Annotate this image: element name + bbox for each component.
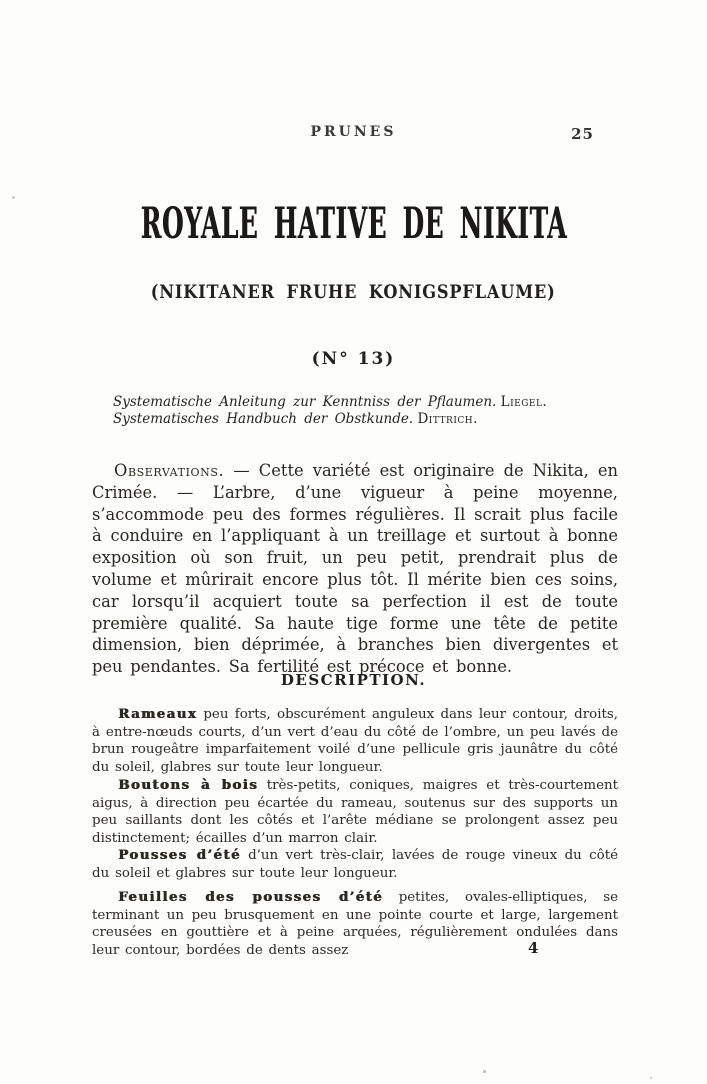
paragraph-text: peu forts, obscurément anguleux dans leur contour, droits, à entre-nœuds courts, d’un vert d’eau du côté de l’ombre, un peu lavés de brun rougeâtre imparfaitement voilé d’une pellicule gris jaunâtre du côté du soleil, glabres sur toute leur longueur.	[92, 707, 618, 775]
observations-paragraph	[92, 460, 618, 678]
reference-work-title: Systematisches Handbuch der Obstkunde.	[113, 411, 414, 427]
number-row	[0, 349, 707, 369]
observations-label: Observations.	[114, 461, 225, 480]
scan-speck	[12, 196, 15, 199]
paragraph-rameaux	[92, 706, 618, 776]
variety-number: (N° 13)	[311, 349, 396, 369]
reference-author: Liegel.	[500, 394, 548, 410]
reference-line	[113, 411, 618, 428]
reference-author: Dittrich.	[417, 411, 478, 427]
running-header	[0, 124, 707, 144]
paragraph-text: très-petits, coniques, maigres et très-courtement aigus, à direction peu écartée du rameau, soutenus sur des supports un peu saillants dont les côtés et l’arête médiane se prolongent assez peu distinctement; écailles d’un marron clair.	[92, 778, 618, 846]
reference-work-title: Systematische Anleitung zur Kenntniss der Pflaumen.	[113, 394, 497, 410]
page-number: 25	[571, 125, 594, 143]
scan-speck	[483, 1070, 486, 1073]
reference-line	[113, 394, 618, 411]
running-title: PRUNES	[310, 124, 397, 140]
variety-subtitle-german: (NIKITANER FRUHE KONIGSPFLAUME)	[151, 281, 556, 303]
paragraph-text: d’un vert très-clair, lavées de rouge vineux du côté du soleil et glabres sur toute leur longueur.	[92, 848, 618, 881]
paragraph-text: petites, ovales-elliptiques, se terminant un peu brusquement en une pointe courte et large, largement creusées en gouttière et à peine arquées, régulièrement ondulées dans leur contour, bordées de dents assez	[92, 890, 618, 958]
signature-mark: 4	[528, 939, 539, 957]
variety-title: ROYALE HATIVE DE NIKITA	[140, 198, 567, 249]
observations-text: — Cette variété est originaire de Nikita, en Crimée. — L’arbre, d’une vigueur à peine moyenne, s’accommode peu des formes régulières. Il scrait plus facile à conduire en l’appliquant à un treillage et surtout à bonne exposition où son fruit, un peu petit, prendrait plus de volume et mûrirait encore plus tôt. Il mérite bien ces soins, car lorsqu’il acquiert toute sa perfection il est de toute première qualité. Sa haute tige forme une tête de petite dimension, bien déprimée, à branches bien divergentes et peu pendantes. Sa fertilité est précoce et bonne.	[92, 461, 618, 677]
paragraph-lead: Boutons à bois	[118, 777, 258, 793]
paragraph-lead: Pousses d’été	[118, 847, 241, 863]
paragraph-pousses-ete	[92, 847, 618, 882]
bibliographic-references	[113, 394, 618, 428]
title-row	[0, 200, 707, 247]
paragraph-lead: Rameaux	[118, 706, 197, 722]
paragraph-feuilles-pousses-ete	[92, 889, 618, 959]
description-heading: DESCRIPTION.	[280, 671, 427, 689]
scan-speck	[650, 1077, 652, 1079]
paragraph-lead: Feuilles des pousses d’été	[118, 889, 383, 905]
subtitle-row	[0, 281, 707, 303]
paragraph-boutons-a-bois	[92, 777, 618, 847]
